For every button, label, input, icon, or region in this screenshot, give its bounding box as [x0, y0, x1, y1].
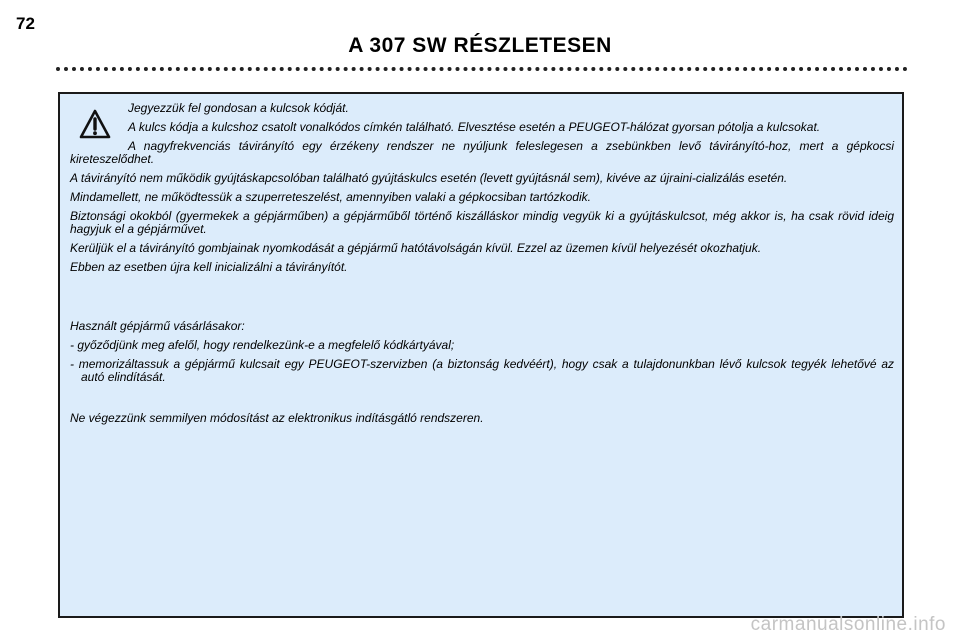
warning-paragraph: Mindamellett, ne működtessük a szuperreteszelést, amennyiben valaki a gépkocsiban tartózkodik. — [70, 190, 591, 204]
warning-paragraph: Ebben az esetben újra kell inicializálni a távirányítót. — [70, 260, 348, 274]
watermark: carmanualsonline.info — [750, 614, 946, 635]
purchase-heading: Használt gépjármű vásárlásakor: — [70, 319, 245, 333]
warning-paragraph: A kulcs kódja a kulcshoz csatolt vonalkódos címkén található. Elvesztése esetén a PEUGEOT-hálózat gyorsan pótolja a kulcsokat. — [128, 120, 821, 134]
page-number: 72 — [16, 14, 35, 33]
warning-text — [70, 102, 894, 431]
warning-paragraph: Kerüljük el a távirányító gombjainak nyomkodását a gépjármű hatótávolságán kívül. Ezzel az üzemen kívül helyezését okozhatjuk. — [70, 241, 762, 255]
dotted-divider — [56, 67, 908, 71]
purchase-list-item: - győződjünk meg afelől, hogy rendelkezünk-e a megfelelő kódkártyával; — [70, 338, 455, 352]
warning-paragraph: A nagyfrekvenciás távirányító egy érzékeny rendszer ne nyúljunk feleslegesen a zsebünkben levő távirányító-hoz, mert a gépkocsi kireteszelődhet. — [70, 139, 894, 166]
purchase-list-item: - memorizáltassuk a gépjármű kulcsait egy PEUGEOT-szervizben (a biztonság kedvéért), hogy csak a tulajdonunkban lévő kulcsok tegyék lehetővé az autó elindítását. — [70, 357, 894, 384]
page-title: A 307 SW RÉSZLETESEN — [348, 34, 612, 57]
warning-paragraph: Jegyezzük fel gondosan a kulcsok kódját. — [128, 101, 349, 115]
warning-paragraph: Biztonsági okokból (gyermekek a gépjárműben) a gépjárműből történő kiszálláskor mindig vegyük ki a gyújtáskulcsot, még akkor is, ha csak rövid ideig hagyjuk el a gépjárművet. — [70, 209, 894, 236]
warning-box — [58, 92, 904, 618]
warning-paragraph: A távirányító nem működik gyújtáskapcsolóban található gyújtáskulcs esetén (levett gyújtásnál sem), kivéve az újraini-cializálás esetén. — [70, 171, 788, 185]
final-note: Ne végezzünk semmilyen módosítást az elektronikus indításgátló rendszeren. — [70, 411, 484, 425]
